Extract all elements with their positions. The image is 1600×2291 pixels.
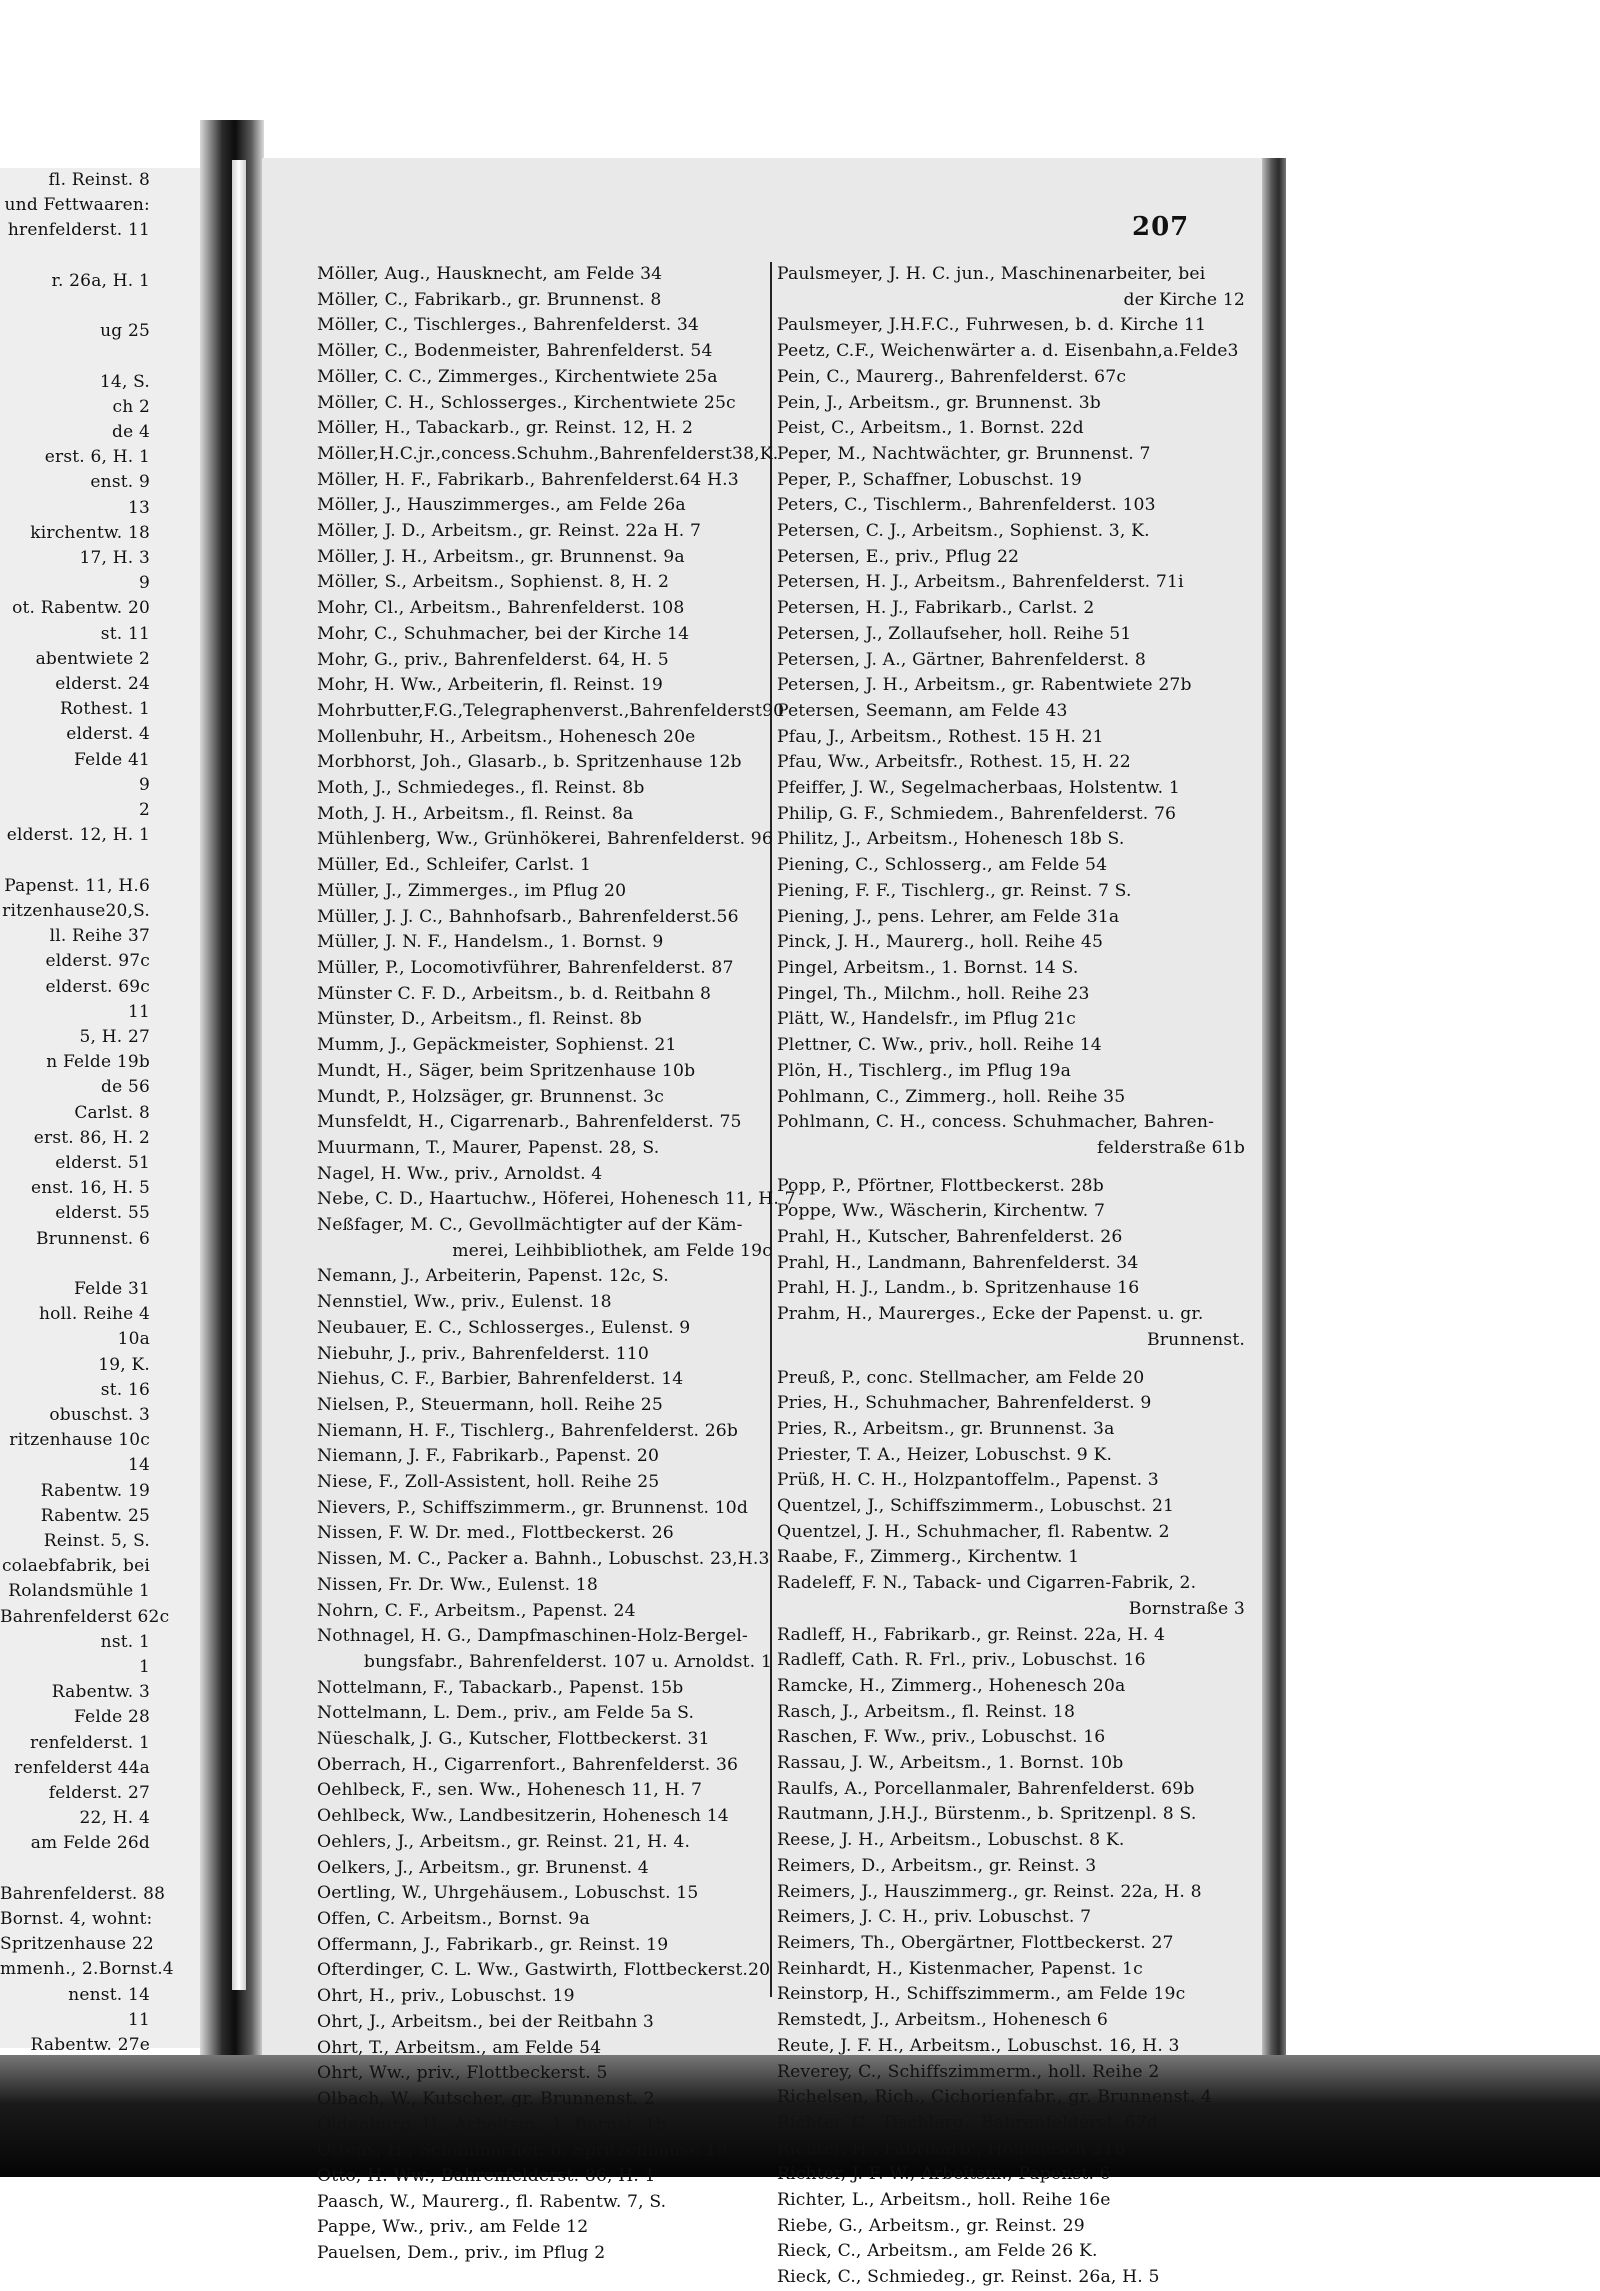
directory-entry: Prahm, H., Maurerges., Ecke der Papenst. u. gr. (777, 1304, 1204, 1325)
fragment-line: Papenst. 11, H.6 (4, 875, 150, 896)
fragment-line: ritzenhause 10c (9, 1430, 150, 1451)
directory-entry: Möller, Aug., Hausknecht, am Felde 34 (317, 264, 663, 284)
fragment-line: ritzenhause20,S. (2, 900, 150, 921)
directory-entry: Otto, H. Ww., Bahrenfelderst. 86, H. 1 (317, 2166, 656, 2187)
directory-entry: Müller, Ed., Schleifer, Carlst. 1 (317, 855, 592, 876)
directory-entry: Müller, J. N. F., Handelsm., 1. Bornst. 9 (317, 932, 664, 953)
fragment-line: 1 (138, 1656, 150, 1677)
directory-entry: Niehus, C. F., Barbier, Bahrenfelderst. 14 (317, 1369, 684, 1390)
directory-entry: Nemann, J., Arbeiterin, Papenst. 12c, S. (317, 1266, 669, 1287)
directory-entry: Nennstiel, Ww., priv., Eulenst. 18 (317, 1292, 612, 1313)
fragment-line (0, 1252, 228, 1277)
directory-entry: Pfau, Ww., Arbeitsfr., Rothest. 15, H. 22 (777, 752, 1131, 773)
directory-entry: Neubauer, E. C., Schlosserges., Eulenst. 9 (317, 1317, 691, 1338)
directory-entry: Oldenburg, H., Arbeitsm., 1. Bornst. 1b (317, 2114, 667, 2135)
entry-gap (777, 1162, 1247, 1174)
directory-entry: Pinck, J. H., Maurerg., holl. Reihe 45 (777, 932, 1104, 953)
directory-entry: Offermann, J., Fabrikarb., gr. Reinst. 19 (317, 1934, 669, 1955)
directory-entry: Peters, C., Tischlerm., Bahrenfelderst. 103 (777, 495, 1156, 516)
fragment-line: nst. 1 (100, 1631, 150, 1652)
fragment-line: 11 (127, 2009, 150, 2030)
fragment-line (0, 848, 228, 873)
directory-entry: Pohlmann, C., Zimmerg., holl. Reihe 35 (777, 1086, 1126, 1107)
fragment-line: st. 11 (100, 623, 150, 644)
directory-entry-continuation: Brunnenst. (1147, 1329, 1245, 1350)
directory-entry: Peper, P., Schaffner, Lobuschst. 19 (777, 469, 1082, 490)
directory-entry: Reinhardt, H., Kistenmacher, Papenst. 1c (777, 1958, 1143, 1979)
directory-entry: Plätt, W., Handelsfr., im Pflug 21c (777, 1009, 1076, 1030)
directory-entry: Rieck, C., Schmiedeg., gr. Reinst. 26a, H. 5 (777, 2267, 1160, 2288)
directory-entry: Niemann, H. F., Tischlerg., Bahrenfelderst. 26b (317, 1420, 739, 1441)
directory-entry: Pappe, Ww., priv., am Felde 12 (317, 2217, 589, 2238)
directory-entry: Radleff, Cath. R. Frl., priv., Lobuschst. 16 (777, 1650, 1146, 1671)
fragment-line: elderst. 12, H. 1 (6, 825, 150, 846)
fragment-line: Reinst. 5, S. (43, 1530, 150, 1551)
directory-entry: Nagel, H. Ww., priv., Arnoldst. 4 (317, 1163, 603, 1184)
directory-entry: Offen, C. Arbeitsm., Bornst. 9a (317, 1909, 590, 1929)
fragment-line: felderst. 27 (48, 1783, 150, 1803)
fragment-line: abentwiete 2 (35, 648, 150, 669)
directory-entry: Nissen, F. W. Dr. med., Flottbeckerst. 26 (317, 1523, 674, 1544)
directory-entry: Petersen, J., Zollaufseher, holl. Reihe 51 (777, 623, 1132, 644)
fragment-line: Felde 31 (74, 1278, 150, 1299)
fragment-line (0, 1857, 228, 1882)
fragment-line: 22, H. 4 (79, 1808, 150, 1829)
fragment-line (0, 344, 228, 369)
directory-entry: Möller,H.C.jr.,concess.Schuhm.,Bahrenfelderst38,K. (317, 443, 779, 464)
fragment-line: 19, K. (98, 1354, 150, 1375)
directory-entry: Reimers, J. C. H., priv. Lobuschst. 7 (777, 1907, 1092, 1928)
directory-entry: Priester, T. A., Heizer, Lobuschst. 9 K. (777, 1444, 1113, 1465)
fragment-line: elderst. 69c (45, 976, 150, 997)
directory-entry: Mundt, H., Säger, beim Spritzenhause 10b (317, 1060, 696, 1081)
directory-entry: Reimers, J., Hauszimmerg., gr. Reinst. 22a, H. 8 (777, 1881, 1202, 1902)
fragment-line: ll. Reihe 37 (49, 926, 150, 947)
fragment-line: elderst. 24 (55, 674, 150, 695)
directory-entry: Paasch, W., Maurerg., fl. Rabentw. 7, S. (317, 2191, 667, 2212)
directory-entry: Prüß, H. C. H., Holzpantoffelm., Papenst. 3 (777, 1470, 1159, 1491)
directory-entry: Niebuhr, J., priv., Bahrenfelderst. 110 (317, 1343, 649, 1364)
directory-entry: Petersen, J. H., Arbeitsm., gr. Rabentwiete 27b (777, 675, 1192, 696)
directory-entry: Oelkers, J., Arbeitsm., gr. Brunenst. 4 (317, 1857, 649, 1878)
directory-entry: Ohrt, T., Arbeitsm., am Felde 54 (317, 2037, 602, 2058)
fragment-line: obuschst. 3 (49, 1404, 150, 1425)
fragment-line: st. 16 (100, 1379, 150, 1400)
fragment-line: holl. Reihe 4 (39, 1304, 150, 1325)
directory-entry: Müller, J., Zimmerges., im Pflug 20 (317, 880, 627, 901)
fragment-line: erst. 6, H. 1 (44, 447, 150, 468)
directory-entry: Mollenbuhr, H., Arbeitsm., Hohenesch 20e (317, 726, 696, 747)
fragment-line: Felde 41 (74, 749, 150, 770)
directory-entry: Ramcke, H., Zimmerg., Hohenesch 20a (777, 1675, 1126, 1696)
directory-entry: Philitz, J., Arbeitsm., Hohenesch 18b S. (777, 829, 1125, 850)
fragment-line: enst. 16, H. 5 (30, 1178, 150, 1199)
directory-entry: Riebe, G., Arbeitsm., gr. Reinst. 29 (777, 2215, 1085, 2236)
fragment-line: Bahrenfelderst. 88 (0, 1883, 166, 1904)
directory-entry: Mühlenberg, Ww., Grünhökerei, Bahrenfelderst. 96 (317, 829, 773, 850)
directory-entry: Piening, J., pens. Lehrer, am Felde 31a (777, 906, 1120, 927)
directory-entry-continuation: bungsfabr., Bahrenfelderst. 107 u. Arnoldst. 1 (363, 1651, 772, 1672)
fragment-line: kirchentw. 18 (30, 522, 150, 543)
directory-entry: Reimers, Th., Obergärtner, Flottbeckerst. 27 (777, 1933, 1174, 1953)
directory-entry: Ofterdinger, C. L. Ww., Gastwirth, Flottbeckerst.20 (317, 1960, 771, 1981)
directory-entry: Popp, P., Pförtner, Flottbeckerst. 28b (777, 1175, 1104, 1196)
directory-entry: Pingel, Th., Milchm., holl. Reihe 23 (777, 983, 1090, 1004)
directory-entry: Pein, J., Arbeitsm., gr. Brunnenst. 3b (777, 392, 1101, 413)
fragment-line: Carlst. 8 (74, 1102, 150, 1123)
directory-entry-continuation: felderstraße 61b (1097, 1137, 1245, 1158)
directory-entry: Petersen, H. J., Arbeitsm., Bahrenfelderst. 71i (777, 572, 1184, 593)
fragment-line: 2 (138, 800, 150, 821)
directory-entry: Nothnagel, H. G., Dampfmaschinen-Holz-Bergel- (317, 1626, 749, 1647)
directory-entry: Peper, M., Nachtwächter, gr. Brunnenst. 7 (777, 443, 1151, 464)
directory-entry: Quentzel, J., Schiffszimmerm., Lobuschst. 21 (777, 1496, 1175, 1517)
fragment-line: 9 (138, 573, 150, 594)
directory-entry: Reverey, C., Schiffszimmerm., holl. Reihe 2 (777, 2061, 1160, 2082)
directory-entry: Niese, F., Zoll-Assistent, holl. Reihe 25 (317, 1472, 660, 1493)
directory-entry: Möller, C., Fabrikarb., gr. Brunnenst. 8 (317, 289, 662, 310)
directory-entry: Oehlers, J., Arbeitsm., gr. Reinst. 21, H. 4. (317, 1831, 691, 1852)
directory-entry: Richter, L., Arbeitsm., holl. Reihe 16e (777, 2190, 1111, 2211)
directory-entry: Preuß, P., conc. Stellmacher, am Felde 20 (777, 1367, 1145, 1388)
fragment-line: 13 (127, 497, 150, 518)
directory-entry: Pries, R., Arbeitsm., gr. Brunnenst. 3a (777, 1418, 1115, 1439)
directory-entry: Raschen, F. Ww., priv., Lobuschst. 16 (777, 1727, 1106, 1748)
directory-entry: Mohr, G., priv., Bahrenfelderst. 64, H. 5 (317, 649, 669, 670)
directory-entry: Reese, J. H., Arbeitsm., Lobuschst. 8 K. (777, 1830, 1125, 1851)
entry-gap (777, 1354, 1247, 1366)
directory-entry: Poppe, Ww., Wäscherin, Kirchentw. 7 (777, 1201, 1106, 1222)
fragment-line: Bahrenfelderst 62c (0, 1606, 170, 1627)
page-edge-shadow (1262, 158, 1286, 2058)
fragment-line: nenst. 14 (68, 1984, 150, 2005)
fragment-line: Rabentw. 25 (40, 1505, 150, 1526)
directory-entry: Neßfager, M. C., Gevollmächtigter auf der Käm- (317, 1215, 743, 1236)
directory-entry-continuation: der Kirche 12 (1123, 289, 1245, 310)
directory-entry: Peetz, C.F., Weichenwärter a. d. Eisenbahn,a.Felde3 (777, 341, 1239, 362)
directory-entry: Muurmann, T., Maurer, Papenst. 28, S. (317, 1137, 660, 1158)
fragment-line: Rabentw. 27e (30, 2035, 150, 2056)
directory-entry: Pfau, J., Arbeitsm., Rothest. 15 H. 21 (777, 726, 1104, 747)
fragment-line: 11 (127, 1001, 150, 1022)
fragment-line: colaebfabrik, bei (1, 1556, 150, 1577)
directory-entry: Reinstorp, H., Schiffszimmerm., am Felde 19c (777, 1984, 1186, 2005)
directory-column-right (777, 262, 1247, 2291)
directory-entry: Möller, C. H., Schlosserges., Kirchentwiete 25c (317, 392, 736, 413)
fragment-line: 14 (127, 1455, 150, 1476)
fragment-line: renfelderst 44a (14, 1757, 150, 1778)
fragment-line: 17, H. 3 (79, 548, 150, 569)
directory-entry: Reute, J. F. H., Arbeitsm., Lobuschst. 16, H. 3 (777, 2035, 1180, 2056)
fragment-line: 5, H. 27 (79, 1026, 150, 1047)
fragment-line: de 56 (101, 1077, 150, 1098)
directory-entry: Nissen, Fr. Dr. Ww., Eulenst. 18 (317, 1574, 598, 1595)
fragment-line: r. 26a, H. 1 (51, 270, 150, 291)
directory-entry: Richter, H., Fabrikarb., Hohenesch 21b (777, 2138, 1126, 2159)
directory-entry: Möller, H., Tabackarb., gr. Reinst. 12, H. 2 (317, 418, 694, 439)
fragment-line: 10a (117, 1329, 150, 1350)
directory-entry: Möller, C. C., Zimmerges., Kirchentwiete 25a (317, 366, 718, 387)
fragment-line: mmenh., 2.Bornst.4 (0, 1959, 174, 1980)
directory-entry: Rasch, J., Arbeitsm., fl. Reinst. 18 (777, 1701, 1076, 1722)
directory-entry-continuation: Bornstraße 3 (1128, 1598, 1245, 1619)
directory-entry: Prahl, H., Kutscher, Bahrenfelderst. 26 (777, 1227, 1123, 1248)
directory-entry: Mumm, J., Gepäckmeister, Sophienst. 21 (317, 1035, 677, 1056)
directory-entry: Ottens, H., Schuhmacher, b. Spritzenhause 19 (317, 2140, 728, 2161)
fragment-line: elderst. 97c (45, 951, 150, 972)
fragment-line: Rolandsmühle 1 (8, 1581, 150, 1602)
fragment-line: Rothest. 1 (59, 699, 150, 720)
directory-entry: Munsfeldt, H., Cigarrenarb., Bahrenfelderst. 75 (317, 1112, 742, 1133)
directory-entry: Remstedt, J., Arbeitsm., Hohenesch 6 (777, 2010, 1108, 2031)
directory-entry: Pries, H., Schuhmacher, Bahrenfelderst. 9 (777, 1393, 1152, 1414)
fragment-line: Felde 28 (74, 1707, 150, 1728)
directory-entry: Mundt, P., Holzsäger, gr. Brunnenst. 3c (317, 1086, 665, 1107)
fragment-line: Spritzenhause 22 (0, 1934, 154, 1955)
fragment-line: und Fettwaaren: (4, 195, 150, 216)
fragment-line: Rabentw. 19 (40, 1480, 150, 1501)
directory-entry: Philip, G. F., Schmiedem., Bahrenfelderst. 76 (777, 803, 1177, 824)
directory-entry: Münster, D., Arbeitsm., fl. Reinst. 8b (317, 1009, 642, 1030)
directory-entry: Mohrbutter,F.G.,Telegraphenverst.,Bahrenfelderst90 (317, 700, 785, 721)
directory-entry: Ohrt, Ww., priv., Flottbeckerst. 5 (317, 2063, 608, 2084)
directory-entry: Moth, J. H., Arbeitsm., fl. Reinst. 8a (317, 803, 634, 824)
directory-entry: Richter, J. F. W., Arbeitsm., Papenst. 6 (777, 2164, 1111, 2185)
directory-entry: Ohrt, J., Arbeitsm., bei der Reitbahn 3 (317, 2011, 655, 2032)
fragment-line: de 4 (112, 422, 150, 443)
directory-entry: Möller, J. D., Arbeitsm., gr. Reinst. 22a H. 7 (317, 521, 702, 542)
directory-entry: Paulsmeyer, J. H. C. jun., Maschinenarbeiter, bei (777, 264, 1206, 284)
directory-entry: Nievers, P., Schiffszimmerm., gr. Brunnenst. 10d (317, 1497, 749, 1518)
spine-highlight (232, 160, 246, 1990)
fragment-line: ch 2 (112, 396, 150, 417)
directory-entry: Reimers, D., Arbeitsm., gr. Reinst. 3 (777, 1855, 1097, 1876)
fragment-line: 14, S. (99, 371, 150, 392)
fragment-line: 9 (138, 774, 150, 795)
directory-entry: Rassau, J. W., Arbeitsm., 1. Bornst. 10b (777, 1753, 1124, 1774)
directory-entry: Pohlmann, C. H., concess. Schuhmacher, Bahren- (777, 1112, 1215, 1133)
directory-entry: Möller, H. F., Fabrikarb., Bahrenfelderst.64 H.3 (317, 469, 739, 490)
directory-entry: Richter, C., Tischlerg., Bahrenfelderst. 67d (777, 2112, 1159, 2133)
left-page-fragment (0, 168, 228, 2056)
directory-entry: Nottelmann, F., Tabackarb., Papenst. 15b (317, 1677, 684, 1698)
fragment-line (0, 294, 228, 319)
directory-entry: Petersen, E., priv., Pflug 22 (777, 546, 1020, 567)
directory-entry: Nielsen, P., Steuermann, holl. Reihe 25 (317, 1394, 663, 1415)
directory-entry: Möller, S., Arbeitsm., Sophienst. 8, H. 2 (317, 572, 670, 593)
directory-entry: Münster C. F. D., Arbeitsm., b. d. Reitbahn 8 (317, 983, 712, 1004)
directory-entry: Paulsmeyer, J.H.F.C., Fuhrwesen, b. d. Kirche 11 (777, 315, 1207, 336)
directory-entry: Plettner, C. Ww., priv., holl. Reihe 14 (777, 1035, 1102, 1056)
fragment-line: elderst. 55 (55, 1203, 150, 1224)
fragment-line: fl. Reinst. 8 (48, 170, 150, 190)
fragment-line (0, 244, 228, 269)
directory-entry: Möller, C., Bodenmeister, Bahrenfelderst. 54 (317, 341, 713, 362)
directory-entry: Möller, J., Hauszimmerges., am Felde 26a (317, 495, 686, 516)
directory-entry: Müller, J. J. C., Bahnhofsarb., Bahrenfelderst.56 (317, 906, 739, 927)
directory-entry: Petersen, J. A., Gärtner, Bahrenfelderst. 8 (777, 649, 1146, 670)
directory-entry: Rieck, C., Arbeitsm., am Felde 26 K. (777, 2241, 1098, 2262)
fragment-line: n Felde 19b (46, 1052, 150, 1073)
fragment-line: ot. Rabentw. 20 (12, 598, 150, 619)
directory-entry: Nissen, M. C., Packer a. Bahnh., Lobuschst. 23,H.3 (317, 1549, 770, 1570)
directory-entry: Moth, J., Schmiedeges., fl. Reinst. 8b (317, 778, 645, 799)
directory-entry: Petersen, Seemann, am Felde 43 (777, 700, 1068, 721)
fragment-line: elderst. 51 (55, 1152, 150, 1173)
directory-entry: Mohr, Cl., Arbeitsm., Bahrenfelderst. 108 (317, 598, 685, 619)
fragment-line: enst. 9 (90, 472, 150, 493)
directory-entry: Prahl, H. J., Landm., b. Spritzenhause 16 (777, 1278, 1140, 1299)
directory-entry: Olbach, W., Kutscher, gr. Brunnenst. 2 (317, 2088, 655, 2109)
fragment-line: Bornst. 4, wohnt: (0, 1909, 153, 1930)
directory-entry: Oehlbeck, Ww., Landbesitzerin, Hohenesch 14 (317, 1806, 729, 1827)
fragment-line: elderst. 4 (66, 724, 150, 745)
directory-entry: Morbhorst, Joh., Glasarb., b. Spritzenhause 12b (317, 752, 742, 773)
directory-entry: Oehlbeck, F., sen. Ww., Hohenesch 11, H. 7 (317, 1780, 703, 1801)
directory-entry: Pingel, Arbeitsm., 1. Bornst. 14 S. (777, 957, 1079, 978)
page-number: 207 (1132, 212, 1190, 242)
directory-entry: Quentzel, J. H., Schuhmacher, fl. Rabentw. 2 (777, 1521, 1170, 1542)
directory-entry: Mohr, H. Ww., Arbeiterin, fl. Reinst. 19 (317, 675, 663, 696)
directory-entry: Peist, C., Arbeitsm., 1. Bornst. 22d (777, 418, 1084, 439)
directory-entry: Oertling, W., Uhrgehäusem., Lobuschst. 15 (317, 1883, 699, 1904)
directory-entry: Prahl, H., Landmann, Bahrenfelderst. 34 (777, 1252, 1139, 1273)
directory-entry: Ohrt, H., priv., Lobuschst. 19 (317, 1986, 575, 2007)
directory-entry: Pauelsen, Dem., priv., im Pflug 2 (317, 2243, 606, 2264)
directory-entry: Nottelmann, L. Dem., priv., am Felde 5a S. (317, 1703, 695, 1724)
directory-entry: Plön, H., Tischlerg., im Pflug 19a (777, 1060, 1071, 1081)
directory-entry: Richelsen, Rich., Cichorienfabr., gr. Brunnenst. 4 (777, 2087, 1212, 2108)
directory-entry: Müller, P., Locomotivführer, Bahrenfelderst. 87 (317, 957, 734, 978)
directory-entry: Oberrach, H., Cigarrenfort., Bahrenfelderst. 36 (317, 1754, 739, 1775)
directory-entry: Petersen, H. J., Fabrikarb., Carlst. 2 (777, 598, 1095, 619)
directory-entry: Raabe, F., Zimmerg., Kirchentw. 1 (777, 1547, 1080, 1568)
fragment-line: erst. 86, H. 2 (33, 1127, 150, 1148)
directory-entry: Nebe, C. D., Haartuchw., Höferei, Hohenesch 11, H. 7 (317, 1189, 796, 1210)
fragment-line: Rabentw. 3 (51, 1682, 150, 1703)
directory-entry: Pein, C., Maurerg., Bahrenfelderst. 67c (777, 366, 1127, 387)
directory-entry: Radeleff, F. N., Taback- und Cigarren-Fabrik, 2. (777, 1573, 1197, 1594)
directory-entry: Petersen, C. J., Arbeitsm., Sophienst. 3, K. (777, 521, 1150, 542)
fragment-line: am Felde 26d (30, 1833, 150, 1854)
fragment-line: ug 25 (100, 321, 150, 342)
directory-entry: Raulfs, A., Porcellanmaler, Bahrenfelderst. 69b (777, 1778, 1195, 1799)
fragment-line: hrenfelderst. 11 (7, 220, 150, 241)
directory-entry: Möller, J. H., Arbeitsm., gr. Brunnenst. 9a (317, 546, 685, 567)
directory-entry: Nohrn, C. F., Arbeitsm., Papenst. 24 (317, 1600, 636, 1621)
fragment-line: Brunnenst. 6 (35, 1228, 150, 1249)
directory-entry-continuation: merei, Leihbibliothek, am Felde 19c (452, 1240, 772, 1261)
directory-entry: Mohr, C., Schuhmacher, bei der Kirche 14 (317, 623, 690, 644)
directory-entry: Niemann, J. F., Fabrikarb., Papenst. 20 (317, 1446, 660, 1467)
directory-entry: Rautmann, J.H.J., Bürstenm., b. Spritzenpl. 8 S. (777, 1804, 1197, 1825)
directory-column-left (317, 262, 796, 2267)
directory-entry: Pfeiffer, J. W., Segelmacherbaas, Holstentw. 1 (777, 778, 1180, 799)
directory-entry: Radleff, H., Fabrikarb., gr. Reinst. 22a, H. 4 (777, 1624, 1166, 1645)
directory-entry: Nüeschalk, J. G., Kutscher, Flottbeckerst. 31 (317, 1729, 710, 1750)
directory-entry: Piening, C., Schlosserg., am Felde 54 (777, 855, 1108, 876)
fragment-line: renfelderst. 1 (30, 1732, 150, 1753)
directory-entry: Möller, C., Tischlerges., Bahrenfelderst. 34 (317, 315, 699, 336)
directory-entry: Piening, F. F., Tischlerg., gr. Reinst. 7 S. (777, 880, 1132, 901)
